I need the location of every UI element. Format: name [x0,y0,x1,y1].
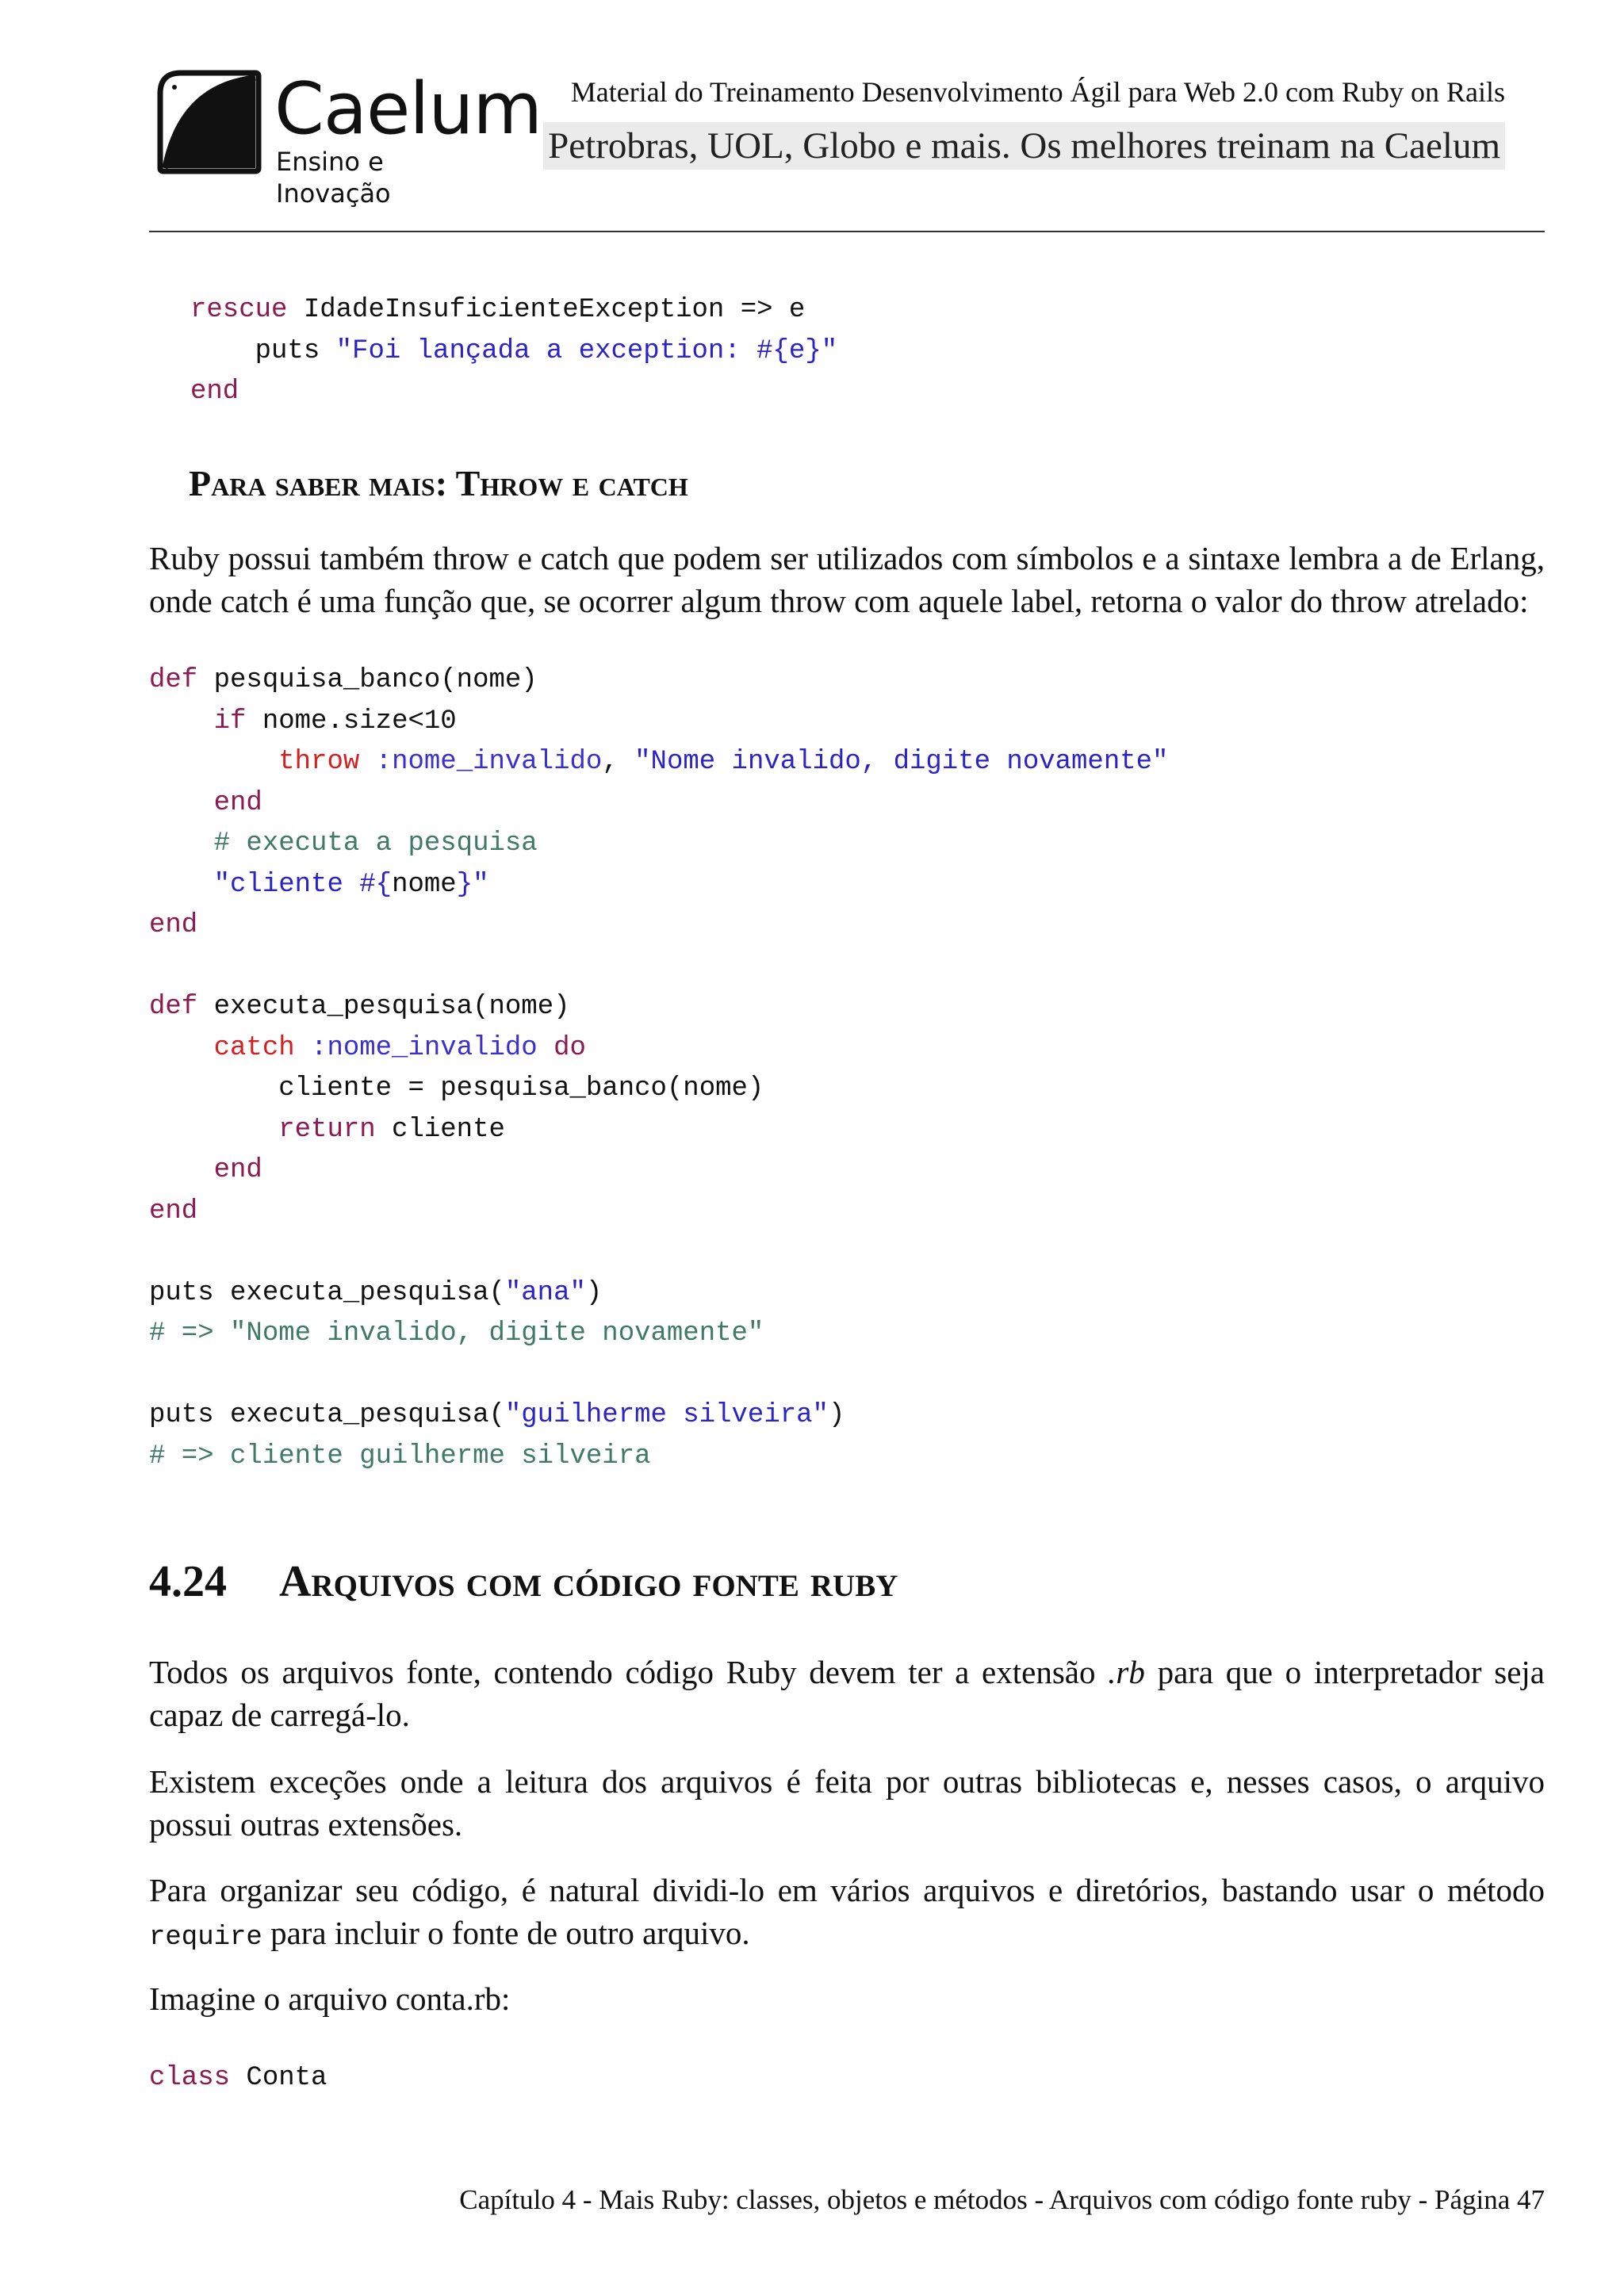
code-line [149,1073,764,1104]
code-line [190,377,239,407]
paragraph-imagine: Imagine o arquivo conta.rb: [149,1980,511,2017]
code-text [359,747,375,777]
intro-paragraph: Ruby possui também throw e catch que podem ser utilizados com símbolos e a sintaxe lembra a de Erlang, onde catch é uma função que, se ocorrer algum throw com aquele label, retorna o valor do throw atrelado: [149,540,1545,619]
code-block-rescue [190,290,837,413]
code-indent [149,828,214,859]
paragraph-text: para incluir o fonte de outro arquivo. [262,1915,750,1951]
code-line [149,1033,586,1063]
code-text: cliente [375,1114,505,1145]
code-keyword: throw [278,747,360,777]
code-line [190,295,805,325]
code-line [190,336,837,366]
paragraph-exceptions: Existem exceções onde a leitura dos arquivos é feita por outras bibliotecas e, nesses casos, o arquivo possui outras extensões. [149,1763,1545,1843]
code-text: IdadeInsuficienteException => e [287,295,806,325]
code-line [149,870,489,900]
code-indent [149,1115,278,1145]
code-line [149,788,262,818]
code-text: puts [190,335,336,366]
code-line [149,665,538,695]
code-text: Conta [230,2063,327,2093]
code-keyword: def [149,992,198,1022]
code-indent [149,1033,214,1063]
code-line [149,706,457,737]
code-text: nome [392,869,457,900]
section-number: 4.24 [149,1557,227,1606]
code-text: nome.size<10 [246,706,457,737]
subsection-heading: Para saber mais: Throw e catch [189,463,688,503]
code-symbol: :nome_invalido [375,747,603,777]
code-text: , [602,747,635,777]
code-string: "ana" [504,1277,586,1308]
code-text: puts executa_pesquisa( [149,1277,505,1308]
code-line [149,747,1168,777]
code-line [149,1441,651,1471]
code-block-class [149,2058,327,2099]
course-title: Material do Treinamento Desenvolvimento Ágil para Web 2.0 com Ruby on Rails [570,76,1505,108]
code-keyword: return [278,1114,376,1145]
caelum-logo-mark-icon [157,70,262,174]
page-header [149,63,1545,209]
code-keyword: end [190,377,239,407]
page-footer: Capítulo 4 - Mais Ruby: classes, objetos e métodos - Arquivos com código fonte ruby - Página 47 [459,2184,1545,2215]
code-keyword: end [213,1155,262,1185]
code-line [149,1155,262,1185]
code-indent [149,1155,214,1185]
code-keyword: end [149,910,198,940]
file-extension: .rb [1108,1654,1145,1690]
paragraph-require [149,1869,1545,1959]
code-indent [149,788,214,818]
code-string: }" [456,869,489,900]
code-keyword: class [149,2063,231,2093]
code-line [149,1196,197,1226]
code-text: ) [828,1400,845,1430]
code-line [149,1400,845,1430]
paragraph-rb-extension [149,1651,1545,1736]
code-block-throw-catch [149,660,1168,1477]
code-keyword: if [213,706,247,737]
logo-wordmark: Caelum [274,67,542,151]
code-line [149,992,570,1022]
code-text: ) [585,1277,603,1308]
code-symbol: :nome_invalido [311,1032,538,1063]
code-keyword: end [149,1196,198,1226]
code-text: executa_pesquisa(nome) [197,992,570,1022]
code-comment: # => "Nome invalido, digite novamente" [149,1318,764,1349]
code-comment: # => cliente guilherme silveira [149,1441,651,1471]
code-indent [149,706,214,737]
code-keyword: end [213,787,262,818]
code-comment: # executa a pesquisa [213,828,538,859]
code-string: "cliente #{ [213,869,393,900]
code-line [149,1318,764,1349]
code-indent [149,870,214,900]
code-indent [149,747,278,777]
code-keyword: do [553,1032,586,1063]
inline-code: require [149,1923,262,1953]
code-text [295,1033,311,1063]
code-string: "guilherme silveira" [504,1400,829,1430]
code-keyword: rescue [190,295,288,325]
section-title: Arquivos com código fonte ruby [279,1557,898,1606]
header-slogan: Petrobras, UOL, Globo e mais. Os melhores treinam na Caelum [543,122,1505,170]
code-string: "Nome invalido, digite novamente" [634,747,1169,777]
code-line [149,828,538,859]
code-keyword: def [149,665,198,695]
code-line [149,1115,505,1145]
section-heading [149,1554,898,1609]
code-text: puts executa_pesquisa( [149,1400,505,1430]
caelum-logo [157,67,542,209]
code-string: "Foi lançada a exception: #{e}" [335,335,838,366]
code-line [149,2063,327,2093]
header-divider [149,231,1545,232]
code-line [149,910,197,940]
paragraph-text: Todos os arquivos fonte, contendo código Ruby devem ter a extensão [149,1654,1109,1690]
logo-tagline: Ensino e Inovação [276,147,391,209]
code-line [149,1278,602,1308]
paragraph-text: Para organizar seu código, é natural dividi-lo em vários arquivos e diretórios, bastando usar o método [149,1872,1545,1908]
code-keyword: catch [213,1032,295,1063]
paragraph-text: para que o interpretador seja capaz de carregá-lo. [149,1654,1545,1733]
code-text: pesquisa_banco(nome) [197,665,538,695]
code-text: cliente = pesquisa_banco(nome) [149,1073,764,1104]
code-text [538,1033,553,1063]
